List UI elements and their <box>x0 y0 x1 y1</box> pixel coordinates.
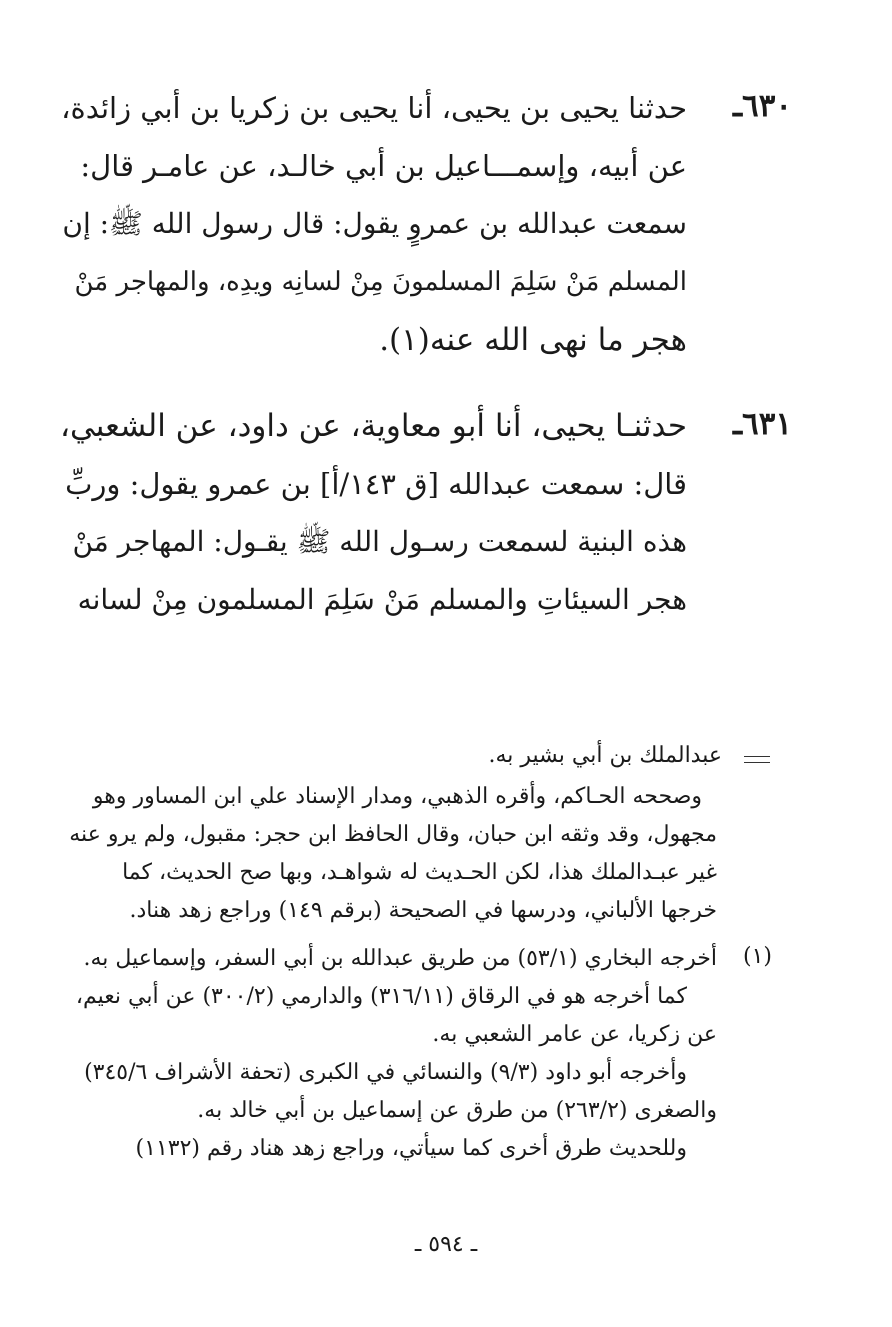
hadith-text-line: قال: سمعت عبدالله [ق ١٤٣/أ] بن عمرو يقول: وربِّ <box>65 467 687 501</box>
footnote-marker: (١) <box>742 944 772 969</box>
hadith-text-line: المسلم مَنْ سَلِمَ المسلمونَ مِنْ لسانِه ويدِه، والمهاجر مَنْ <box>74 267 687 297</box>
hadith-text-line: عن أبيه، وإسمـــاعيل بن أبي خالـد، عن عامـر قال: <box>80 149 687 183</box>
footnote-line: خرجها الألباني، ودرسها في الصحيحة (برقم ١٤٩) وراجع زهد هناد. <box>129 898 717 923</box>
footnote-continuation-mark-2 <box>744 762 770 763</box>
footnote-line: وأخرجه أبو داود (٩/٣) والنسائي في الكبرى (تحفة الأشراف ٣٤٥/٦) <box>84 1060 687 1085</box>
page-number: ـ ٥٩٤ ـ <box>414 1232 478 1257</box>
footnote-line: وللحديث طرق أخرى كما سيأتي، وراجع زهد هناد رقم (١١٣٢) <box>135 1136 687 1161</box>
footnote-line: والصغرى (٢٦٣/٢) من طرق عن إسماعيل بن أبي خالد به. <box>197 1098 717 1123</box>
footnote-line: عبدالملك بن أبي بشير به. <box>488 743 722 768</box>
hadith-text-line: حدثنا يحيى بن يحيى، أنا يحيى بن زكريا بن أبي زائدة، <box>61 91 687 125</box>
hadith-number: ٦٣٠ـ <box>732 88 792 124</box>
footnote-line: غير عبـدالملك هذا، لكن الحـديث له شواهـد، وبها صح الحديث، كما <box>122 860 717 885</box>
footnote-continuation-mark <box>744 756 770 757</box>
footnote-line: عن زكريا، عن عامر الشعبي به. <box>432 1022 717 1047</box>
hadith-number: ٦٣١ـ <box>732 406 792 442</box>
footnote-line: أخرجه البخاري (٥٣/١) من طريق عبدالله بن أبي السفر، وإسماعيل به. <box>83 946 717 971</box>
footnote-line: وصححه الحـاكم، وأقره الذهبي، ومدار الإسناد علي ابن المساور وهو <box>92 784 702 809</box>
hadith-text-line: هجر السيئاتِ والمسلم مَنْ سَلِمَ المسلمون مِنْ لسانه <box>77 583 687 616</box>
hadith-text-line: سمعت عبدالله بن عمروٍ يقول: قال رسول الله ﷺ: إن <box>62 207 687 240</box>
hadith-text-line: هجر ما نهى الله عنه(١). <box>379 322 687 358</box>
footnote-line: مجهول، وقد وثقه ابن حبان، وقال الحافظ ابن حجر: مقبول، ولم يرو عنه <box>69 822 717 847</box>
hadith-text-line: هذه البنية لسمعت رسـول الله ﷺ يقـول: المهاجر مَنْ <box>72 525 687 558</box>
footnote-line: كما أخرجه هو في الرقاق (٣١٦/١١) والدارمي (٣٠٠/٢) عن أبي نعيم، <box>75 984 687 1009</box>
hadith-text-line: حدثنـا يحيى، أنا أبو معاوية، عن داود، عن الشعبي، <box>59 408 687 444</box>
